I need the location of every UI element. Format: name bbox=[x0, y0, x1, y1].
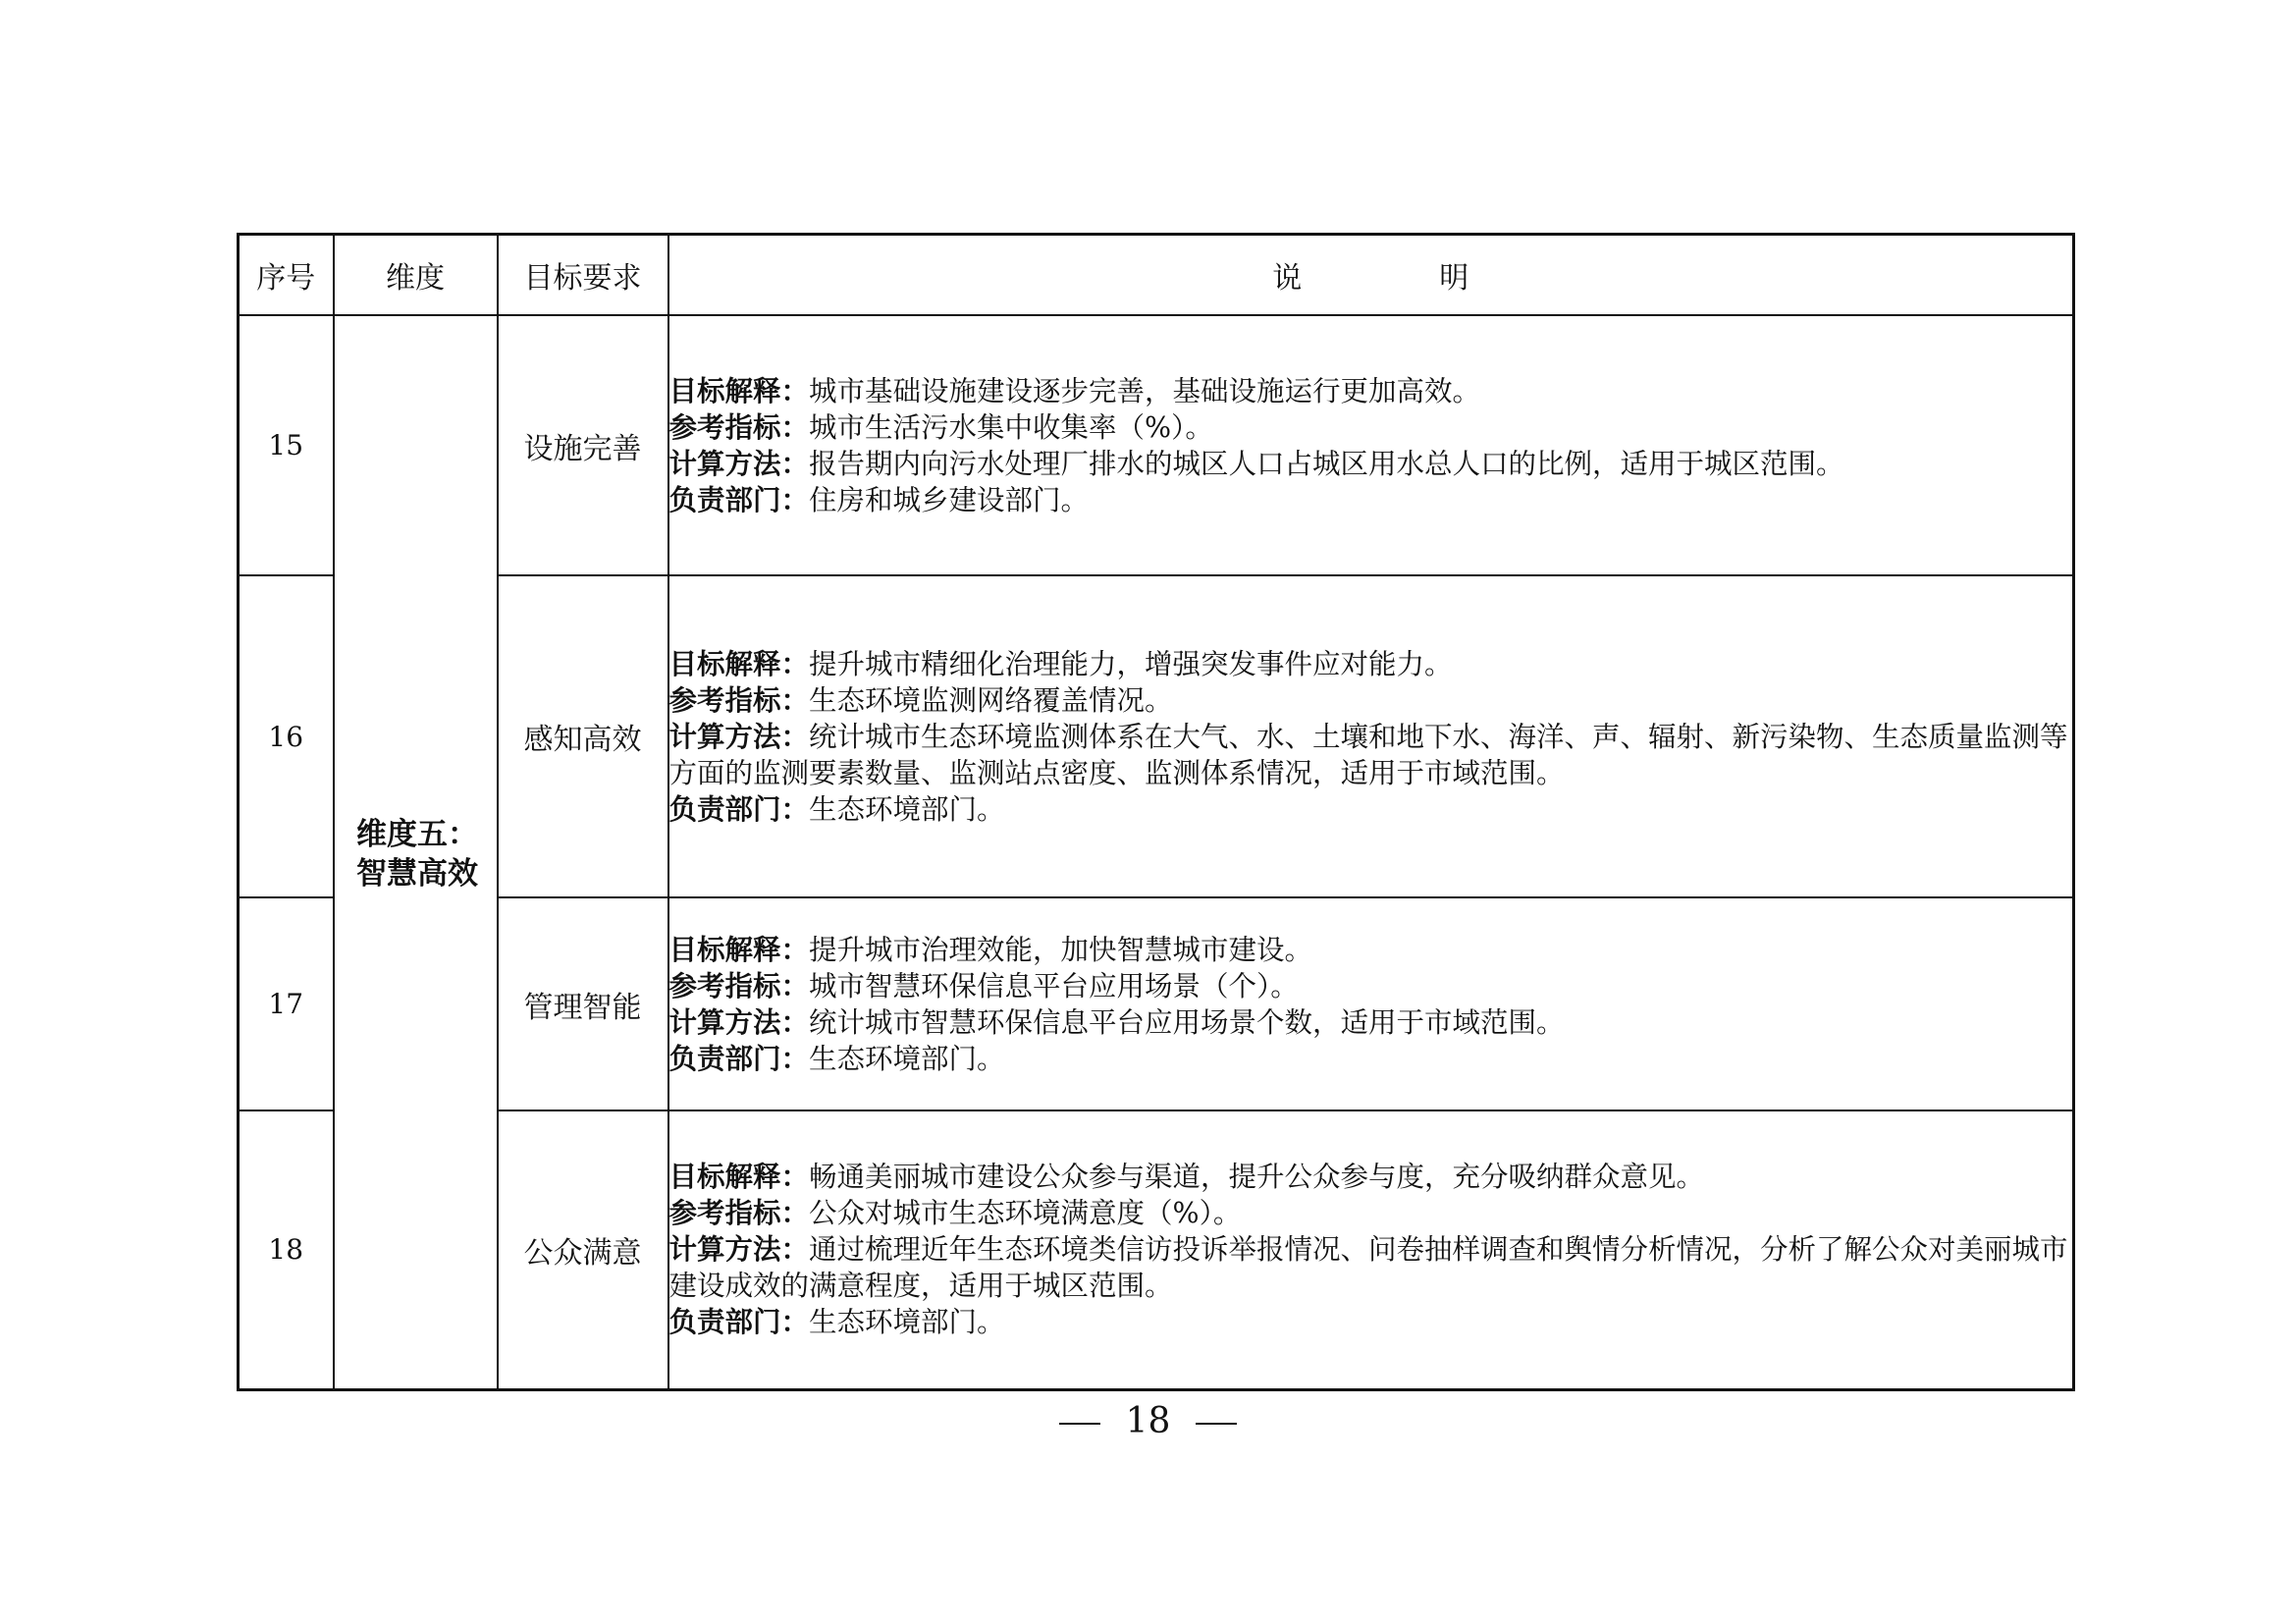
header-desc-right: 明 bbox=[1439, 261, 1469, 296]
row-number: 16 bbox=[239, 575, 334, 897]
header-desc-left: 说 bbox=[1272, 261, 1303, 296]
row-number: 17 bbox=[239, 897, 334, 1110]
row-number: 18 bbox=[239, 1110, 334, 1389]
table-row bbox=[239, 315, 2074, 575]
desc-line: 计算方法：统计城市生态环境监测体系在大气、水、土壤和地下水、海洋、声、辐射、新污染物、生态质量监测等方面的监测要素数量、监测站点密度、监测体系情况，适用于市域范围。 bbox=[668, 719, 2068, 789]
desc-line: 计算方法：通过梳理近年生态环境类信访投诉举报情况、问卷抽样调查和舆情分析情况，分析了解公众对美丽城市建设成效的满意程度，适用于城区范围。 bbox=[668, 1232, 2068, 1303]
header-description bbox=[668, 235, 2074, 316]
header-goal: 目标要求 bbox=[498, 235, 668, 316]
desc-line: 参考指标：公众对城市生态环境满意度（%）。 bbox=[668, 1196, 1242, 1230]
description-cell bbox=[668, 1110, 2074, 1389]
desc-line: 目标解释：提升城市精细化治理能力，增强突发事件应对能力。 bbox=[668, 646, 1453, 680]
header-dimension: 维度 bbox=[334, 235, 498, 316]
table-row bbox=[239, 897, 2074, 1110]
dimension-label bbox=[337, 815, 498, 893]
desc-line: 目标解释：城市基础设施建设逐步完善，基础设施运行更加高效。 bbox=[668, 373, 1481, 407]
indicator-table bbox=[237, 233, 2075, 1391]
desc-line: 负责部门：住房和城乡建设部门。 bbox=[668, 482, 1090, 516]
desc-line: 计算方法：报告期内向污水处理厂排水的城区人口占城区用水总人口的比例，适用于城区范围。 bbox=[668, 446, 1844, 480]
table-row bbox=[239, 1110, 2074, 1389]
goal-cell: 公众满意 bbox=[498, 1110, 668, 1389]
goal-cell: 管理智能 bbox=[498, 897, 668, 1110]
header-seq: 序号 bbox=[239, 235, 334, 316]
goal-cell: 设施完善 bbox=[498, 315, 668, 575]
table-row bbox=[239, 575, 2074, 897]
dimension-label-line1: 维度五： bbox=[356, 817, 478, 852]
page-footer bbox=[0, 1402, 2296, 1441]
description-cell bbox=[668, 575, 2074, 897]
desc-line: 负责部门：生态环境部门。 bbox=[668, 1041, 1005, 1075]
footer-dash-left bbox=[1059, 1423, 1100, 1425]
desc-line: 负责部门：生态环境部门。 bbox=[668, 791, 1005, 826]
row-number: 15 bbox=[239, 315, 334, 575]
desc-line: 参考指标：城市生活污水集中收集率（%）。 bbox=[668, 409, 1213, 444]
desc-line: 参考指标：生态环境监测网络覆盖情况。 bbox=[668, 682, 1173, 717]
desc-line: 负责部门：生态环境部门。 bbox=[668, 1305, 1005, 1339]
desc-line: 参考指标：城市智慧环保信息平台应用场景（个）。 bbox=[668, 968, 1299, 1002]
dimension-label-line2: 智慧高效 bbox=[356, 856, 478, 892]
goal-cell: 感知高效 bbox=[498, 575, 668, 897]
desc-line: 目标解释：畅通美丽城市建设公众参与渠道，提升公众参与度，充分吸纳群众意见。 bbox=[668, 1160, 1705, 1194]
desc-line: 计算方法：统计城市智慧环保信息平台应用场景个数，适用于市域范围。 bbox=[668, 1004, 1565, 1039]
description-cell bbox=[668, 315, 2074, 575]
header-row bbox=[239, 235, 2074, 316]
description-cell bbox=[668, 897, 2074, 1110]
footer-dash-right bbox=[1196, 1423, 1237, 1425]
desc-line: 目标解释：提升城市治理效能，加快智慧城市建设。 bbox=[668, 932, 1313, 966]
page-number: 18 bbox=[1125, 1401, 1171, 1441]
